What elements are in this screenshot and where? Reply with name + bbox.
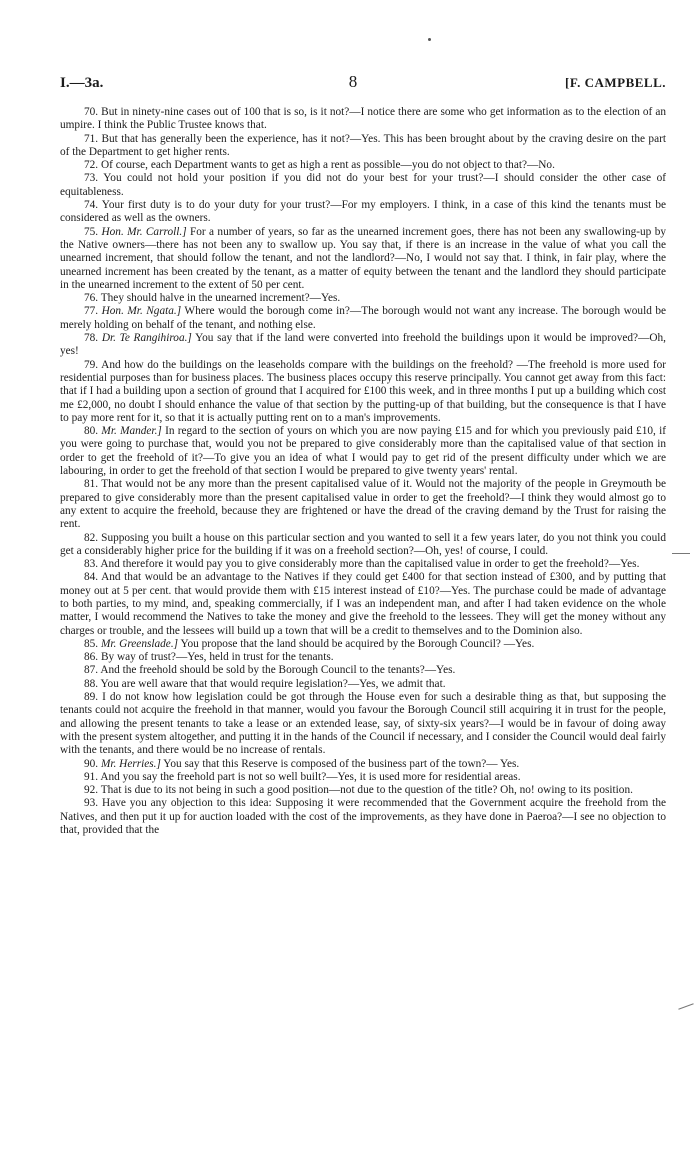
- testimony-paragraph: [60, 332, 666, 359]
- testimony-paragraph: [60, 292, 666, 305]
- paragraph-text: That is due to its not being in such a good position—not due to the question of the title? Oh, no! owing to its position.: [100, 784, 633, 797]
- paragraph-text: They should halve in the unearned increment?—Yes.: [100, 292, 341, 305]
- question-number: 78.: [84, 332, 99, 345]
- question-number: 77.: [84, 305, 99, 318]
- question-number: 73.: [84, 172, 99, 185]
- testimony-paragraph: [60, 199, 666, 226]
- paragraph-text: You say that if the land were converted into freehold the buildings upon it would be improved?—Oh, yes!: [60, 332, 666, 358]
- paragraph-text: You say that this Reserve is composed of the business part of the town?— Yes.: [163, 757, 520, 770]
- question-number: 70.: [84, 106, 99, 118]
- question-number: 86.: [84, 651, 99, 664]
- speaker-label: Hon. Mr. Carroll.]: [101, 225, 187, 238]
- testimony-paragraph: [60, 758, 666, 771]
- testimony-paragraph: [60, 532, 666, 559]
- testimony-paragraph: [60, 797, 666, 837]
- question-number: 71.: [84, 132, 99, 145]
- testimony-paragraph: [60, 638, 666, 651]
- question-number: 87.: [84, 664, 99, 677]
- testimony-paragraph: [60, 172, 666, 199]
- document-reference: I.—3a.: [60, 75, 104, 91]
- question-number: 80.: [84, 425, 99, 438]
- question-number: 92.: [84, 784, 99, 797]
- testimony-paragraph: [60, 425, 666, 478]
- testimony-paragraph: [60, 106, 666, 133]
- paragraph-text: But that has generally been the experience, has it not?—Yes. This has been brought about by the craving desire on the part of the Department to get higher rents.: [60, 132, 666, 158]
- testimony-paragraph: [60, 571, 666, 637]
- question-number: 85.: [84, 637, 99, 650]
- testimony-paragraph: [60, 651, 666, 664]
- testimony-paragraph: [60, 226, 666, 292]
- testimony-paragraph: [60, 133, 666, 160]
- question-number: 91.: [84, 770, 99, 783]
- question-number: 93.: [84, 797, 99, 810]
- question-number: 84.: [84, 571, 99, 584]
- paragraph-text: Where would the borough come in?—The borough would not want any increase. The borough would be merely holding on behalf of the tenant, and nothing else.: [60, 305, 667, 331]
- testimony-paragraph: [60, 771, 666, 784]
- testimony-paragraph: [60, 305, 666, 332]
- paragraph-text: For a number of years, so far as the unearned increment goes, there has not been any swallowing-up by the Native owners—there has not been any to swallow up. You say that, if there is an increase in the value of what you call the unearned increment, that should follow the tenant, and not the landlord?—No, I would not say that. I think, in fair play, where the unearned increment has been created by the tenant, as a matter of equity between the tenant and the landlord they should participate in the unearned increment to the extent of 50 per cent.: [60, 225, 666, 291]
- paragraph-text: And therefore it would pay you to give considerably more than the capitalised value in order to get the freehold?—Yes.: [100, 558, 640, 571]
- question-number: 88.: [84, 677, 99, 690]
- paragraph-text: By way of trust?—Yes, held in trust for the tenants.: [100, 651, 334, 664]
- testimony-paragraph: [60, 784, 666, 797]
- paragraph-text: And the freehold should be sold by the Borough Council to the tenants?—Yes.: [100, 664, 456, 677]
- question-number: 76.: [84, 292, 99, 305]
- margin-mark: [678, 1003, 693, 1009]
- paragraph-text: And how do the buildings on the leaseholds compare with the buildings on the freehold? —The freehold is more used for residential purposes than for business places. The business places occupy this reserve principally. You cannot get away from this fact: that if I had a building upon a section of ground that I acquired for £100 this week, and in three months I put up a building which cost me £2,000, no doubt I should enhance the value of that section by the putting-up of that building, but the consequence is that I have to pay more rent for it, so that it is actually putting rent on to a man's improvements.: [60, 358, 667, 424]
- testimony-paragraph: [60, 359, 666, 425]
- speaker-label: Hon. Mr. Ngata.]: [101, 305, 182, 318]
- paragraph-text: Supposing you built a house on this particular section and you wanted to sell it a few years later, do you not think you could get a considerably higher price for the building if it was on a freehold section?—Oh, yes! of course, I could.: [60, 531, 667, 557]
- question-number: 79.: [84, 358, 99, 371]
- question-number: 72.: [84, 159, 99, 172]
- question-number: 90.: [84, 757, 99, 770]
- question-number: 82.: [84, 531, 99, 544]
- margin-mark: [672, 553, 690, 554]
- paragraph-text: Have you any objection to this idea: Supposing it were recommended that the Government acquire the freehold from the Natives, and then put it up for auction loaded with the cost of the improvements, as they have done in Paeroa?—I see no objection to that, provided that the: [60, 797, 666, 837]
- speaker-label: Mr. Herries.]: [100, 757, 161, 770]
- paragraph-text: In regard to the section of yours on which you are now paying £15 and for which you previously paid £10, if you were going to purchase that, would you not be prepared to give considerably more than the capitalised value of that section in order to get the freehold of it?—To give you an idea of what I would pay to get rid of the present difficulty under which we are labouring, in order to get the freehold of that section I would be prepared to give twenty years' rental.: [60, 425, 666, 478]
- document-page: [60, 72, 666, 837]
- speaker-label: Mr. Greenslade.]: [100, 637, 179, 650]
- paragraph-text: And that would be an advantage to the Natives if they could get £400 for that section instead of £300, and by putting that money out at 5 per cent. that would provide them with £15 interest instead of £10?—Yes. The purchase could be made of advantage to both parties, to my mind, and, speaking commercially, if I was an independent man, and after I had taken evidence on the whole matter, I would recommend the Natives to take the money and give the freehold to the lessees. They will get the money without any charges or trouble, and the lessees will build up a town that will be a credit to themselves and to the Dominion also.: [60, 571, 666, 637]
- testimony-body: [60, 106, 666, 837]
- page-number: 8: [348, 72, 358, 91]
- question-number: 75.: [84, 225, 99, 238]
- witness-name: [F. CAMPBELL.: [565, 75, 666, 90]
- speaker-label: Dr. Te Rangihiroa.]: [101, 332, 192, 345]
- testimony-paragraph: [60, 159, 666, 172]
- testimony-paragraph: [60, 678, 666, 691]
- paragraph-text: You could not hold your position if you did not do your best for your trust?—I should consider the other case of equitableness.: [60, 172, 666, 198]
- testimony-paragraph: [60, 558, 666, 571]
- paragraph-text: That would not be any more than the present capitalised value of it. Would not the majority of the people in Greymouth be prepared to give considerably more than the present capitalised value in order to get the freehold?—I think they would almost go to any extent to acquire the freehold, because they are frightened or have the dread of the craving demand by the Trust for raising the rent.: [60, 478, 667, 531]
- paragraph-text: And you say the freehold part is not so well built?—Yes, it is used more for residential areas.: [100, 770, 521, 783]
- paragraph-text: But in ninety-nine cases out of 100 that is so, is it not?—I notice there are some who get information as to the election of an umpire. I think the Public Trustee knows that.: [60, 106, 666, 132]
- speaker-label: Mr. Mander.]: [101, 425, 162, 438]
- paragraph-text: You propose that the land should be acquired by the Borough Council? —Yes.: [180, 637, 535, 650]
- page-header: [60, 72, 666, 92]
- paragraph-text: Of course, each Department wants to get as high a rent as possible—you do not object to that?—No.: [100, 159, 555, 172]
- question-number: 74.: [84, 199, 99, 212]
- question-number: 81.: [84, 478, 99, 491]
- question-number: 89.: [84, 691, 99, 704]
- scan-speck: [428, 38, 431, 41]
- paragraph-text: You are well aware that that would require legislation?—Yes, we admit that.: [100, 677, 446, 690]
- testimony-paragraph: [60, 691, 666, 757]
- paragraph-text: Your first duty is to do your duty for your trust?—For my employers. I think, in a case of this kind the tenants must be considered as well as the owners.: [60, 199, 666, 225]
- question-number: 83.: [84, 558, 99, 571]
- testimony-paragraph: [60, 664, 666, 677]
- testimony-paragraph: [60, 478, 666, 531]
- paragraph-text: I do not know how legislation could be got through the House even for such a desirable thing as that, but supposing the tenants could not acquire the freehold in that manner, would you favour the Borough Council still acquiring it in trust for the people, and allowing the present tenants to take a lease or an extended lease, say, of sixty-six years?—I would be in favour of doing away with the present system altogether, and putting it in the hands of the Council if necessary, and I consider the Council would deal fairly with the tenants, and there would be no increase of rentals.: [60, 691, 666, 757]
